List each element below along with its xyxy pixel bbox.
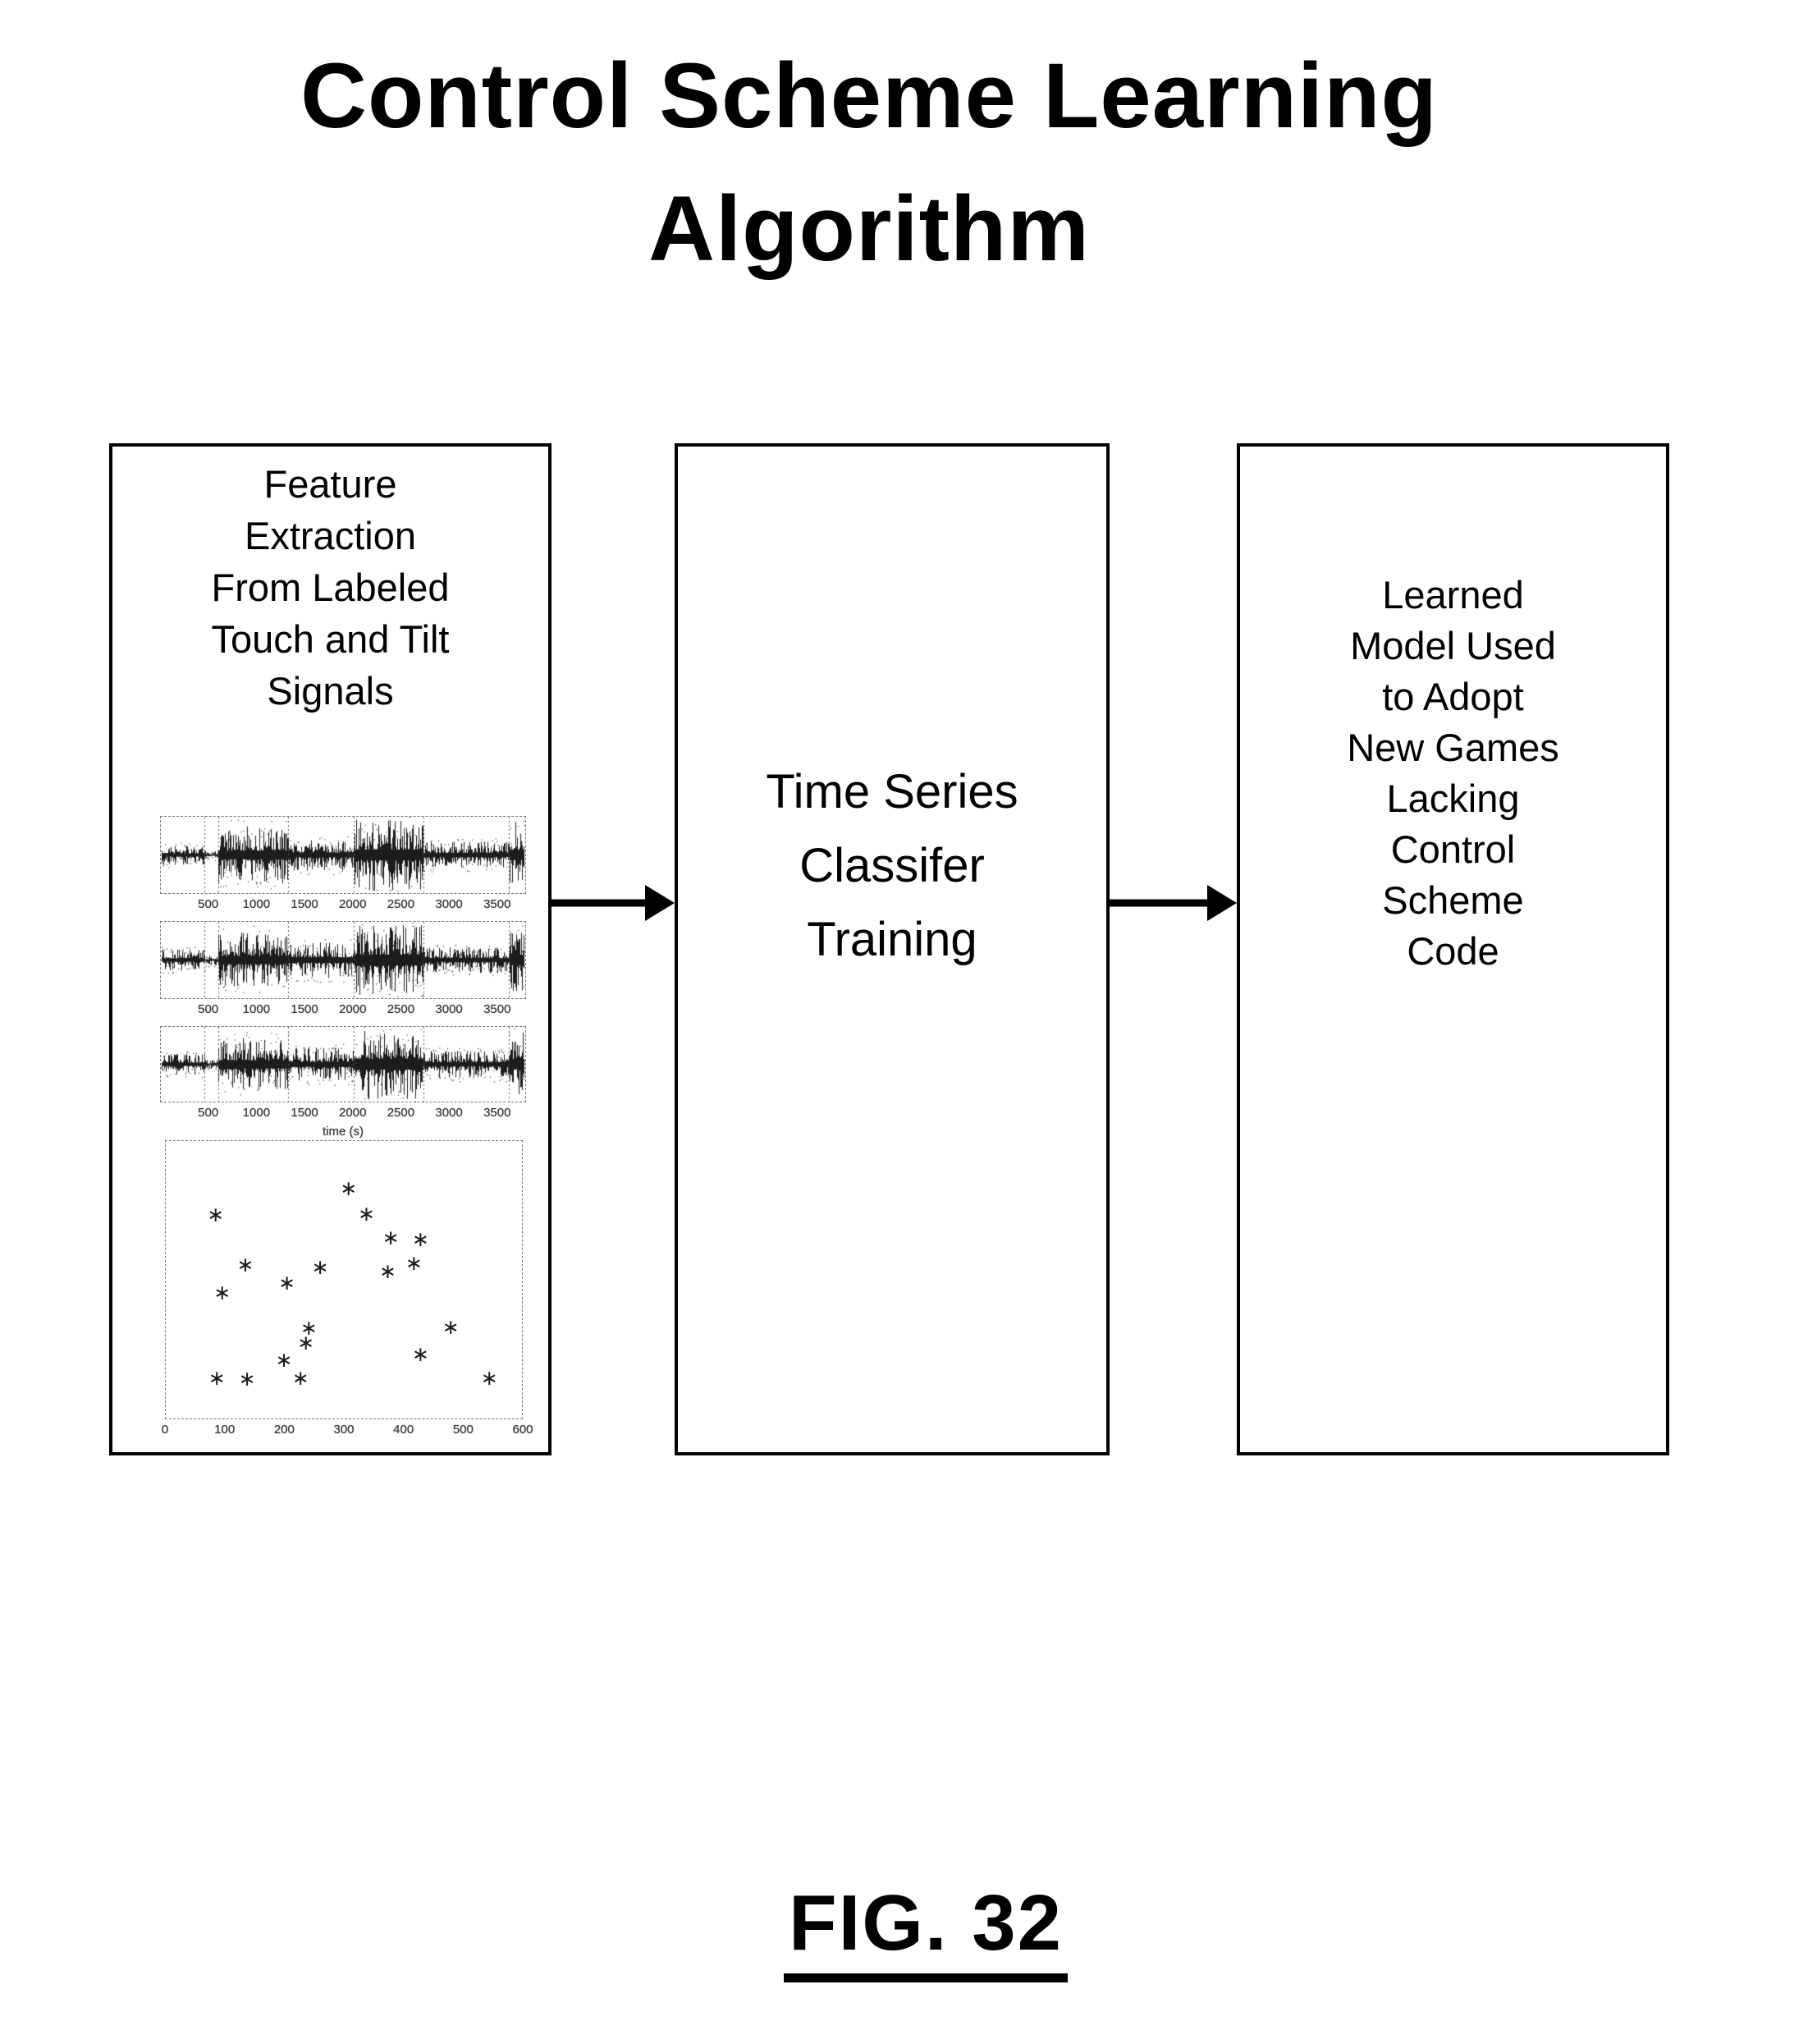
- flow-box-learned-model: [1237, 443, 1669, 1455]
- signal-strip-3-x-ticks: [160, 1106, 526, 1122]
- signal-waveform-canvas: [161, 1027, 525, 1102]
- tick-label: 500: [198, 1002, 219, 1016]
- scatter-point: ∗: [291, 1367, 309, 1390]
- scatter-point: ∗: [300, 1317, 318, 1341]
- box-text-line: New Games: [1347, 726, 1559, 769]
- figure-label: FIG. 32: [784, 1882, 1068, 1982]
- box-text-line: Time Series: [766, 765, 1018, 818]
- tick-label: 3000: [435, 1002, 463, 1016]
- signal-strip-plot-1: [160, 816, 526, 894]
- scatter-point: ∗: [238, 1368, 256, 1391]
- box-feature-extraction-text: [112, 458, 548, 717]
- tick-label: 500: [198, 897, 219, 911]
- scatter-point: ∗: [379, 1259, 396, 1283]
- scatter-point: ∗: [405, 1252, 423, 1276]
- tick-label: 1000: [242, 897, 271, 911]
- tick-label: 1000: [242, 1002, 271, 1016]
- flow-arrow-1: [550, 885, 675, 921]
- tick-label: 3500: [483, 897, 511, 911]
- signal-strip-x-axis-label: time (s): [323, 1125, 364, 1139]
- box-text-line: Touch and Tilt: [211, 617, 450, 661]
- arrow-shaft: [550, 900, 650, 907]
- box-text-line: Scheme: [1382, 878, 1524, 922]
- scatter-point: ∗: [278, 1272, 296, 1295]
- scatter-point: ∗: [411, 1228, 429, 1251]
- scatter-point: ∗: [480, 1367, 498, 1390]
- tick-label: 500: [452, 1423, 474, 1437]
- tick-label: 2500: [387, 1002, 415, 1016]
- signal-strip-1-x-ticks: [160, 897, 526, 914]
- flow-arrow-2: [1108, 885, 1237, 921]
- scatter-point: ∗: [411, 1342, 429, 1366]
- tick-label: 1500: [291, 1002, 318, 1016]
- scatter-point: ∗: [208, 1367, 226, 1390]
- signal-waveform-canvas: [161, 922, 525, 998]
- tick-label: 0: [161, 1423, 169, 1437]
- scatter-point: ∗: [340, 1177, 358, 1201]
- box-text-line: Training: [807, 913, 977, 966]
- tick-label: 3500: [483, 1106, 511, 1120]
- box-text-line: Code: [1407, 929, 1499, 973]
- box-learned-model-text: [1240, 570, 1666, 977]
- tick-label: 1500: [291, 897, 318, 911]
- scatter-point: ∗: [213, 1281, 231, 1304]
- scatter-point: ∗: [275, 1349, 293, 1373]
- box-text-line: Classifer: [799, 839, 985, 892]
- box-text-line: From Labeled: [211, 566, 450, 609]
- tick-label: 2500: [387, 1106, 415, 1120]
- tick-label: 2000: [339, 1002, 367, 1016]
- box-text-line: Learned: [1382, 573, 1524, 616]
- scatter-point: ∗: [236, 1253, 254, 1277]
- box-text-line: Model Used: [1350, 624, 1556, 667]
- scatter-x-ticks: [161, 1423, 533, 1439]
- box-text-line: Extraction: [245, 514, 416, 557]
- scatter-point: ∗: [207, 1203, 225, 1226]
- tick-label: 100: [214, 1423, 236, 1437]
- signal-strip-2-x-ticks: [160, 1002, 526, 1019]
- scatter-point: ∗: [311, 1256, 329, 1280]
- tick-label: 600: [512, 1423, 533, 1437]
- arrow-head-icon: [1207, 885, 1237, 921]
- signal-strip-plot-2: [160, 921, 526, 999]
- tick-label: 500: [198, 1106, 219, 1120]
- tick-label: 2500: [387, 897, 415, 911]
- tick-label: 3500: [483, 1002, 511, 1016]
- page-title: [0, 30, 1738, 296]
- scatter-point: ∗: [442, 1316, 460, 1340]
- tick-label: 200: [273, 1423, 295, 1437]
- tick-label: 400: [393, 1423, 414, 1437]
- arrow-shaft: [1108, 900, 1212, 907]
- tick-label: 3000: [435, 897, 463, 911]
- box-classifier-training-text: [678, 755, 1106, 977]
- box-text-line: Signals: [267, 669, 394, 713]
- scatter-point: ∗: [297, 1331, 315, 1355]
- tick-label: 300: [333, 1423, 355, 1437]
- flow-box-feature-extraction: [109, 443, 552, 1455]
- feature-scatter-plot: [165, 1140, 523, 1419]
- box-text-line: Control: [1390, 827, 1516, 871]
- flow-box-classifier-training: [675, 443, 1110, 1455]
- tick-label: 2000: [339, 897, 367, 911]
- tick-label: 1000: [242, 1106, 271, 1120]
- box-text-line: to Adopt: [1382, 675, 1524, 718]
- signal-strip-plot-3: [160, 1026, 526, 1102]
- scatter-point: ∗: [358, 1202, 375, 1226]
- signal-waveform-canvas: [161, 817, 525, 893]
- tick-label: 2000: [339, 1106, 367, 1120]
- box-text-line: Lacking: [1386, 777, 1520, 820]
- tick-label: 3000: [435, 1106, 463, 1120]
- tick-label: 1500: [291, 1106, 318, 1120]
- page-title-line-2: Algorithm: [648, 177, 1090, 280]
- scatter-point: ∗: [382, 1226, 400, 1249]
- page-title-line-1: Control Scheme Learning: [300, 44, 1438, 147]
- arrow-head-icon: [645, 885, 675, 921]
- box-text-line: Feature: [263, 462, 397, 506]
- figure-label-wrap: [0, 1879, 1817, 1982]
